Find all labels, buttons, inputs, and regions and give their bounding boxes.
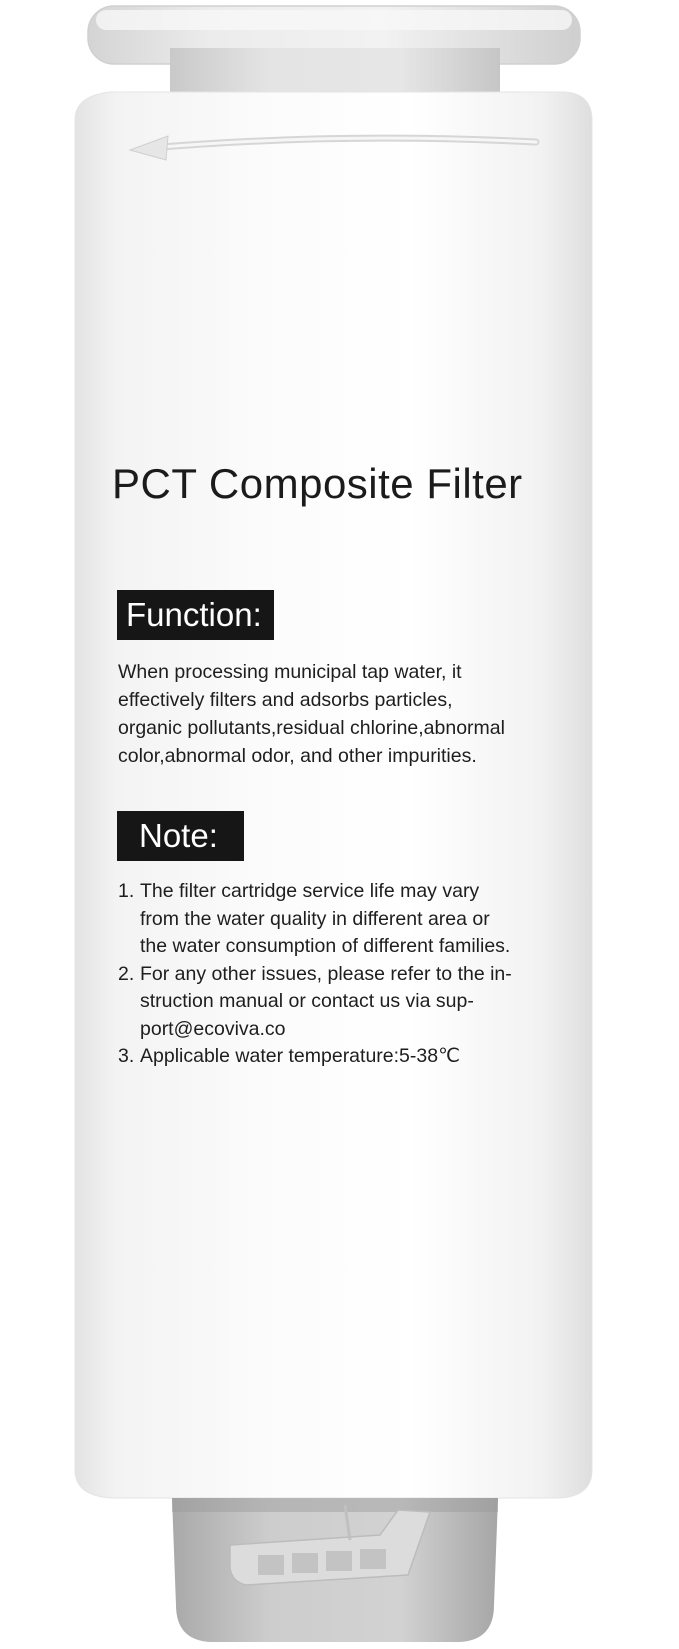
bottom-connector — [172, 1498, 498, 1642]
note-item — [118, 1043, 578, 1071]
note-number: 1. — [118, 880, 135, 902]
note-heading: Note: — [117, 811, 244, 861]
function-line: When processing municipal tap water, it — [118, 661, 462, 683]
cartridge-body — [75, 92, 592, 1498]
note-line: the water consumption of different families. — [140, 935, 511, 957]
note-line: struction manual or contact us via sup- — [140, 990, 474, 1012]
function-heading: Function: — [117, 590, 274, 640]
note-line: The filter cartridge service life may vary — [140, 880, 480, 902]
product-title: PCT Composite Filter — [112, 460, 523, 507]
note-text — [140, 961, 512, 1044]
note-number: 3. — [118, 1045, 135, 1067]
note-text — [140, 878, 510, 961]
note-line: port@ecoviva.co — [140, 1017, 286, 1040]
function-line: color,abnormal odor, and other impurities. — [118, 745, 477, 767]
note-item — [118, 878, 578, 961]
note-number: 2. — [118, 962, 135, 985]
function-description — [118, 658, 568, 770]
function-line: organic pollutants,residual chlorine,abnormal — [118, 717, 505, 739]
note-item — [118, 961, 578, 1044]
note-list — [118, 878, 578, 1071]
note-text — [140, 1043, 460, 1071]
note-line: For any other issues, please refer to the in- — [140, 962, 512, 985]
function-line: effectively filters and adsorbs particles, — [118, 689, 453, 711]
note-line: Applicable water temperature:5-38℃ — [140, 1045, 460, 1067]
cartridge-neck — [170, 48, 500, 98]
note-line: from the water quality in different area or — [140, 907, 490, 930]
